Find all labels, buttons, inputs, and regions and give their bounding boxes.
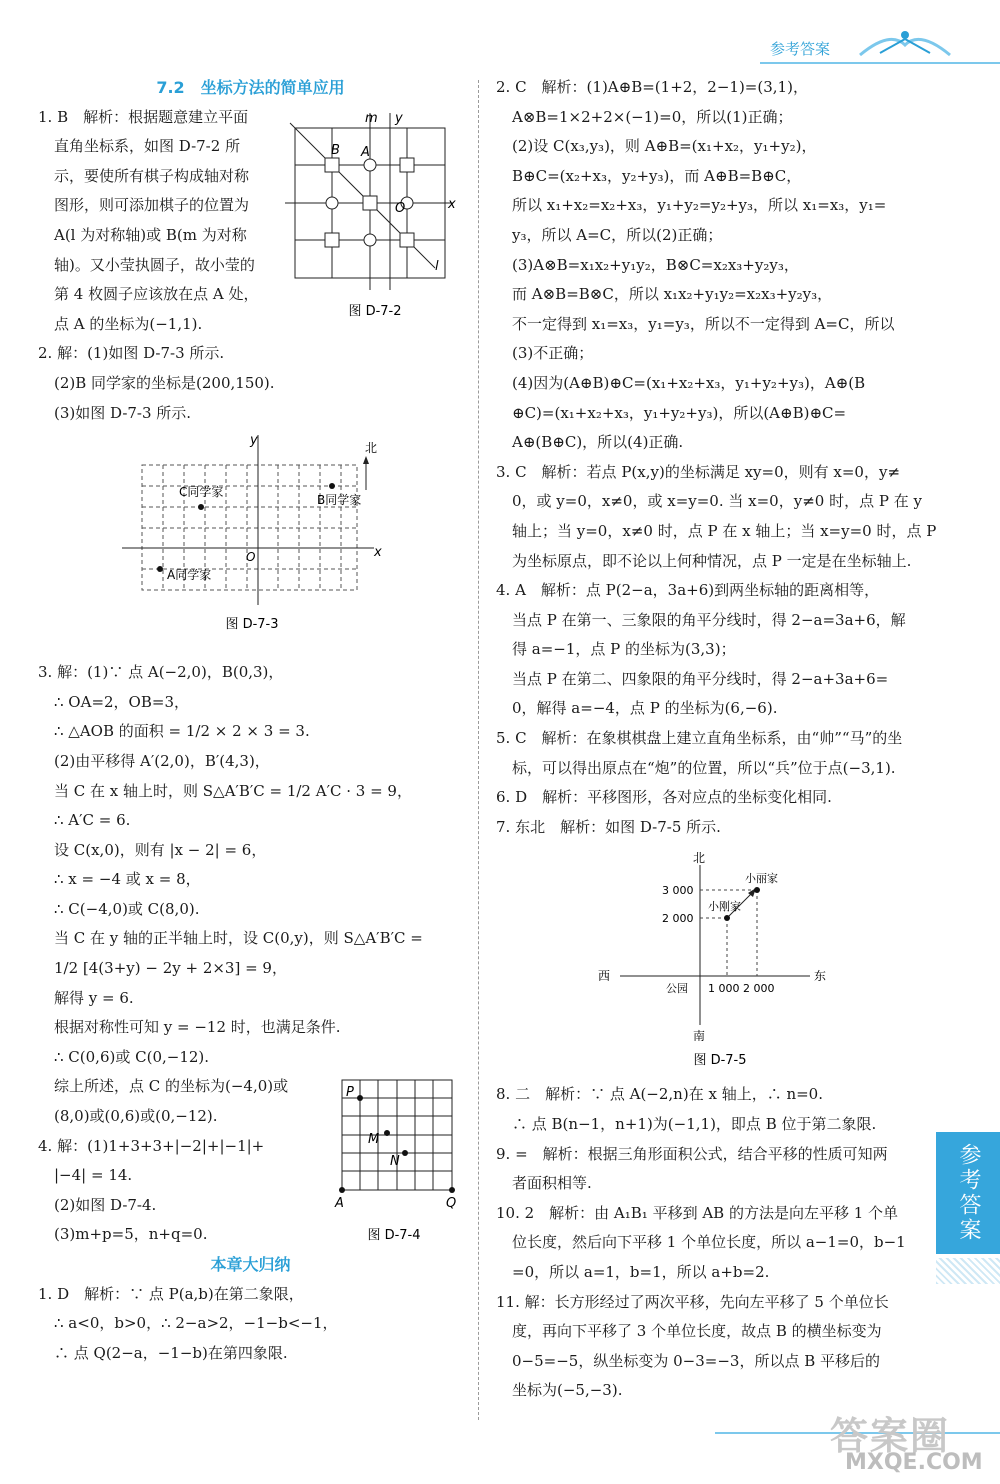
r-line: 6. D 解析：平移图形，各对应点的坐标变化相同. <box>496 788 832 807</box>
r-line: 4. A 解析：点 P(2−a，3a+6)到两坐标轴的距离相等， <box>496 581 880 600</box>
figure-d-7-3 <box>122 430 397 635</box>
fig75-caption: 图 D-7-5 <box>693 1053 747 1068</box>
fig75-x2000: 2 000 <box>743 982 775 995</box>
r-line: 5. C 解析：在象棋棋盘上建立直角坐标系，由“帅”“马”的坐 <box>496 729 903 748</box>
q1-line: A(l 为对称轴)或 B(m 为对称 <box>54 225 247 244</box>
fig72-label-l: l <box>435 259 439 274</box>
fig75-gang: 小刚家 <box>708 900 741 913</box>
r-line: 当点 P 在第二、四象限的角平分线时，得 2−a+3a+6= <box>512 669 889 688</box>
r-line: A⊕(B⊕C)，所以(4)正确. <box>512 433 684 452</box>
r-line: 轴上；当 y=0，x≠0 时，点 P 在 x 轴上；当 x=y=0 时，点 P <box>512 521 937 540</box>
q3-line: 综上所述，点 C 的坐标为(−4,0)或 <box>54 1077 289 1096</box>
r-line: 3. C 解析：若点 P(x,y)的坐标满足 xy=0，则有 x=0，y≠ <box>496 462 901 481</box>
q3-line: 1/2 [4(3+y) − 2y + 2×3] = 9， <box>54 959 287 978</box>
fig74-Q: Q <box>446 1196 457 1211</box>
r-line: 0−5=−5，纵坐标变为 0−3=−3，所以点 B 平移后的 <box>512 1351 880 1370</box>
watermark-url: MXQE.COM <box>845 1450 983 1475</box>
q1-line: 轴)。又小莹执圆子，故小莹的 <box>54 255 255 274</box>
side-tab-pattern <box>936 1258 1000 1284</box>
section-title-7-2: 7.2 坐标方法的简单应用 <box>156 78 345 97</box>
q3-line: ∴ C(0,6)或 C(0,−12). <box>54 1047 210 1066</box>
fig73-x: x <box>374 545 382 560</box>
fig74-M: M <box>368 1132 380 1147</box>
fig72-label-m: m <box>365 111 378 126</box>
figure-d-7-2 <box>285 108 465 323</box>
r-line: 2. C 解析：(1)A⊕B=(1+2，2−1)=(3,1)， <box>496 78 808 96</box>
fig75-y2000: 2 000 <box>662 912 694 925</box>
q4-line: (2)如图 D-7-4. <box>54 1195 157 1214</box>
r-line: 不一定得到 x₁=x₃，y₁=y₃，所以不一定得到 A=C，所以 <box>512 314 895 333</box>
q2-line: (3)如图 D-7-3 所示. <box>54 403 192 422</box>
summary-line: 1. D 解析：∵ 点 P(a,b)在第二象限， <box>38 1284 304 1303</box>
fig73-a: A同学家 <box>167 568 212 582</box>
q2-line: (2)B 同学家的坐标是(200,150). <box>54 373 275 392</box>
fig72-label-O: O <box>395 201 406 216</box>
q3-line: 3. 解：(1)∵ 点 A(−2,0)，B(0,3)， <box>38 663 284 682</box>
fig74-P: P <box>346 1085 354 1100</box>
r-line: 位长度，然后向下平移 1 个单位长度，所以 a−1=0，b−1 <box>512 1233 906 1252</box>
r-line: 坐标为(−5,−3). <box>512 1381 623 1400</box>
fig75-x1000: 1 000 <box>708 982 740 995</box>
column-divider <box>478 80 479 1420</box>
q4-line: |−4| = 14. <box>54 1166 133 1185</box>
r-line: =0，所以 a=1，b=1，所以 a+b=2. <box>512 1263 770 1281</box>
fig75-y3000: 3 000 <box>662 884 694 897</box>
r-line: A⊗B=1×2+2×(−1)=0，所以(1)正确； <box>512 107 793 126</box>
figure-d-7-4 <box>332 1075 462 1250</box>
fig75-south: 南 <box>693 1029 706 1043</box>
r-line: 8. 二 解析：∵ 点 A(−2,n)在 x 轴上，∴ n=0. <box>496 1085 823 1104</box>
fig75-park: 公园 <box>666 982 688 995</box>
fig73-c: C同学家 <box>179 485 224 499</box>
r-line: 11. 解：长方形经过了两次平移，先向左平移了 5 个单位长 <box>496 1292 889 1311</box>
fig72-caption: 图 D-7-2 <box>348 304 402 319</box>
q3-line: ∴ △AOB 的面积 = 1/2 × 2 × 3 = 3. <box>54 722 310 741</box>
fig73-caption: 图 D-7-3 <box>225 617 279 632</box>
r-line: (3)不正确； <box>512 344 594 363</box>
r-line: 0，或 y=0，x≠0，或 x=y=0. 当 x=0，y≠0 时，点 P 在 y <box>512 492 922 511</box>
q1-line: 点 A 的坐标为(−1,1). <box>54 314 203 333</box>
r-line: 当点 P 在第一、三象限的角平分线时，得 2−a=3a+6，解 <box>512 610 906 629</box>
q3-line: ∴ OA=2，OB=3， <box>54 692 189 711</box>
fig72-label-B: B <box>331 143 340 158</box>
right-column <box>496 73 937 1406</box>
fig75-north: 北 <box>693 851 706 865</box>
book-logo-icon <box>850 25 960 65</box>
fig73-o: O <box>246 550 256 564</box>
q3-line: ∴ x = −4 或 x = 8， <box>54 870 201 889</box>
q3-line: 根据对称性可知 y = −12 时，也满足条件. <box>54 1018 341 1037</box>
watermark-logo: 答案圈 <box>830 1414 951 1458</box>
side-tab-answers: 参考答案 <box>936 1132 1000 1254</box>
q3-line: 设 C(x,0)，则有 |x − 2| = 6， <box>54 840 267 859</box>
q3-line: ∴ A′C = 6. <box>54 811 131 830</box>
q1-line: 1. B 解析：根据题意建立平面 <box>38 107 249 126</box>
q4-line: (3)m+p=5，n+q=0. <box>54 1225 208 1244</box>
fig73-y: y <box>250 433 258 448</box>
q4-line: 4. 解：(1)1+3+3+|−2|+|−1|+ <box>38 1136 265 1155</box>
r-line: (4)因为(A⊕B)⊕C=(x₁+x₂+x₃，y₁+y₂+y₃)，A⊕(B <box>512 373 866 392</box>
q3-line: 解得 y = 6. <box>54 988 134 1007</box>
r-line: 0，解得 a=−4，点 P 的坐标为(6,−6). <box>512 699 778 718</box>
fig72-label-A: A <box>361 145 370 160</box>
fig73-north: 北 <box>365 441 378 455</box>
fig75-east: 东 <box>814 969 827 983</box>
r-line: 者面积相等. <box>512 1174 592 1193</box>
r-line: ∴ 点 B(n−1，n+1)为(−1,1)，即点 B 位于第二象限. <box>512 1115 877 1134</box>
q3-line: 当 C 在 y 轴的正半轴上时，设 C(0,y)，则 S△A′B′C = <box>54 929 423 948</box>
fig73-b: B同学家 <box>317 493 362 507</box>
fig74-A: A <box>335 1196 344 1211</box>
section-title-summary: 本章大归纳 <box>210 1255 291 1274</box>
r-line: B⊕C=(x₂+x₃，y₂+y₃)，而 A⊕B=B⊕C， <box>512 166 802 185</box>
q3-line: (8,0)或(0,6)或(0,−12). <box>54 1107 218 1126</box>
r-line: 得 a=−1，点 P 的坐标为(3,3)； <box>512 640 736 659</box>
q3-line: 当 C 在 x 轴上时，则 S△A′B′C = 1/2 A′C · 3 = 9， <box>54 781 412 800</box>
q1-line: 第 4 枚圆子应该放在点 A 处， <box>54 285 259 304</box>
q1-line: 直角坐标系，如图 D-7-2 所 <box>54 137 241 156</box>
q1-line: 图形，则可添加棋子的位置为 <box>54 196 250 215</box>
r-line: 度，再向下平移了 3 个单位长度，故点 B 的横坐标变为 <box>512 1322 882 1341</box>
header-tag: 参考答案 <box>770 40 831 58</box>
r-line: ⊕C)=(x₁+x₂+x₃，y₁+y₂+y₃)，所以(A⊕B)⊕C= <box>512 403 847 422</box>
r-line: (2)设 C(x₃,y₃)，则 A⊕B=(x₁+x₂，y₁+y₂)， <box>512 137 817 156</box>
q1-line: 示，要使所有棋子构成轴对称 <box>54 166 250 185</box>
r-line: 9. = 解析：根据三角形面积公式，结合平移的性质可知两 <box>496 1144 888 1163</box>
summary-line: ∴ 点 Q(2−a，−1−b)在第四象限. <box>54 1343 288 1362</box>
r-line: (3)A⊗B=x₁x₂+y₁y₂，B⊗C=x₂x₃+y₂y₃， <box>512 255 799 274</box>
fig75-li: 小丽家 <box>745 872 778 885</box>
r-line: 而 A⊗B=B⊗C，所以 x₁x₂+y₁y₂=x₂x₃+y₂y₃， <box>512 285 833 304</box>
fig75-west: 西 <box>598 969 611 983</box>
r-line: 10. 2 解析：由 A₁B₁ 平移到 AB 的方法是向左平移 1 个单 <box>496 1203 899 1222</box>
figure-d-7-5 <box>590 850 840 1075</box>
q3-line: (2)由平移得 A′(2,0)，B′(4,3)， <box>54 751 270 770</box>
r-line: 标，可以得出原点在“炮”的位置，所以“兵”位于点(−3,1). <box>512 758 896 777</box>
q3-line: ∴ C(−4,0)或 C(8,0). <box>54 899 200 918</box>
fig74-caption: 图 D-7-4 <box>367 1228 421 1243</box>
summary-line: ∴ a<0，b>0，∴ 2−a>2，−1−b<−1， <box>54 1314 338 1333</box>
fig74-N: N <box>390 1154 400 1169</box>
r-line: 所以 x₁+x₂=x₂+x₃，y₁+y₂=y₂+y₃，所以 x₁=x₃，y₁= <box>512 196 887 215</box>
q2-line: 2. 解：(1)如图 D-7-3 所示. <box>38 344 225 363</box>
fig72-label-x: x <box>448 197 456 212</box>
r-line: y₃，所以 A=C，所以(2)正确； <box>512 225 723 244</box>
fig72-label-y: y <box>395 111 403 126</box>
r-line: 为坐标原点，即不论以上何种情况，点 P 一定是在坐标轴上. <box>512 551 912 570</box>
r-line: 7. 东北 解析：如图 D-7-5 所示. <box>496 817 721 836</box>
